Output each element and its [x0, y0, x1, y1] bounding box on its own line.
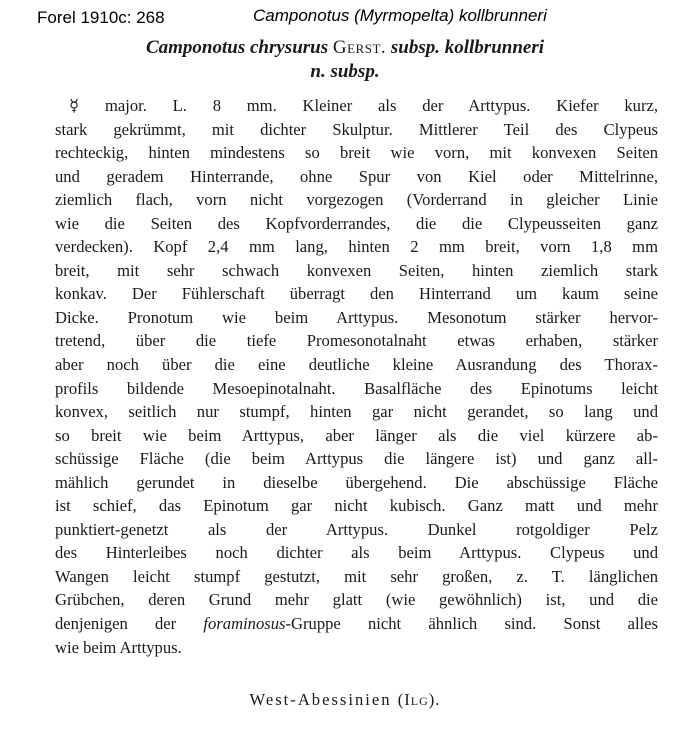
- text-line: breit, mit sehr schwach konvexen Seiten, hinten ziemlich stark: [55, 260, 658, 280]
- text-line: profils bildende Mesoepinotalnaht. Basalfläche des Epinotums leicht: [55, 378, 658, 398]
- text-line: Grübchen, deren Grund mehr glatt (wie gewöhnlich) ist, und die: [55, 590, 658, 610]
- locality-collector: (Ilg).: [397, 690, 441, 709]
- text-line: schüssige Fläche (die beim Arttypus die längere ist) und ganz all-: [55, 449, 658, 469]
- text-line: wie die Seiten des Kopfvorderrandes, die die Clypeusseiten ganz: [55, 213, 658, 233]
- text-line: konvex, seitlich nur stumpf, hinten gar nicht gerandet, so lang und: [55, 402, 658, 422]
- text-line-last: wie beim Arttypus.: [55, 637, 182, 657]
- locality-place: West-Abessinien: [249, 690, 392, 709]
- locality: [0, 690, 690, 710]
- taxon-header: Camponotus (Myrmopelta) kollbrunneri: [253, 6, 547, 25]
- italic-group-name: foraminosus: [203, 614, 286, 634]
- text-line: [55, 612, 658, 636]
- title-new-subspecies: n. subsp.: [310, 61, 380, 82]
- text-line: rechteckig, hinten mindestens so breit wie vorn, mit konvexen Seiten: [55, 143, 658, 163]
- text-line: ziemlich flach, vorn nicht vorgezogen (Vorderrand in gleicher Linie: [55, 190, 658, 210]
- text-line: Wangen leicht stumpf gestutzt, mit sehr großen, z. T. länglichen: [55, 566, 658, 586]
- text-line: so breit wie beim Arttypus, aber länger als die viel kürzere ab-: [55, 425, 658, 445]
- title-author: Gerst.: [332, 37, 387, 58]
- line-suffix: -Gruppe nicht ähnlich sind. Sonst alles: [285, 614, 658, 634]
- text-line: ☿ major. L. 8 mm. Kleiner als der Arttypus. Kiefer kurz,: [69, 96, 658, 115]
- text-line: des Hinterleibes noch dichter als beim Arttypus. Clypeus und: [55, 543, 658, 563]
- text-line: aber noch über die eine deutliche kleine Ausrandung des Thorax-: [55, 355, 658, 375]
- title-genus-species: Camponotus chrysurus: [145, 37, 329, 58]
- text-line: tretend, über die tiefe Promesonotalnaht etwas erhaben, stärker: [55, 331, 658, 351]
- description-paragraph: [55, 94, 658, 659]
- text-line: stark gekrümmt, mit dichter Skulptur. Mittlerer Teil des Clypeus: [55, 119, 658, 139]
- citation-header: Forel 1910c: 268: [37, 8, 165, 27]
- text-line: Dicke. Pronotum wie beim Arttypus. Mesonotum stärker hervor-: [55, 307, 658, 327]
- title-subspecies: subsp. kollbrunneri: [390, 37, 545, 58]
- line-prefix: denjenigen der: [55, 614, 204, 634]
- text-line: punktiert-genetzt als der Arttypus. Dunkel rotgoldiger Pelz: [55, 519, 658, 539]
- text-line: verdecken). Kopf 2,4 mm lang, hinten 2 mm breit, vorn 1,8 mm: [55, 237, 658, 257]
- text-line: ist schief, das Epinotum gar nicht kubisch. Ganz matt und mehr: [55, 496, 658, 516]
- text-line: und geradem Hinterrande, ohne Spur von Kiel oder Mittelrinne,: [55, 166, 658, 186]
- text-line: mählich gerundet in dieselbe übergehend. Die abschüssige Fläche: [55, 472, 658, 492]
- species-title: [40, 36, 650, 84]
- text-line: konkav. Der Fühlerschaft überragt den Hinterrand um kaum seine: [55, 284, 658, 304]
